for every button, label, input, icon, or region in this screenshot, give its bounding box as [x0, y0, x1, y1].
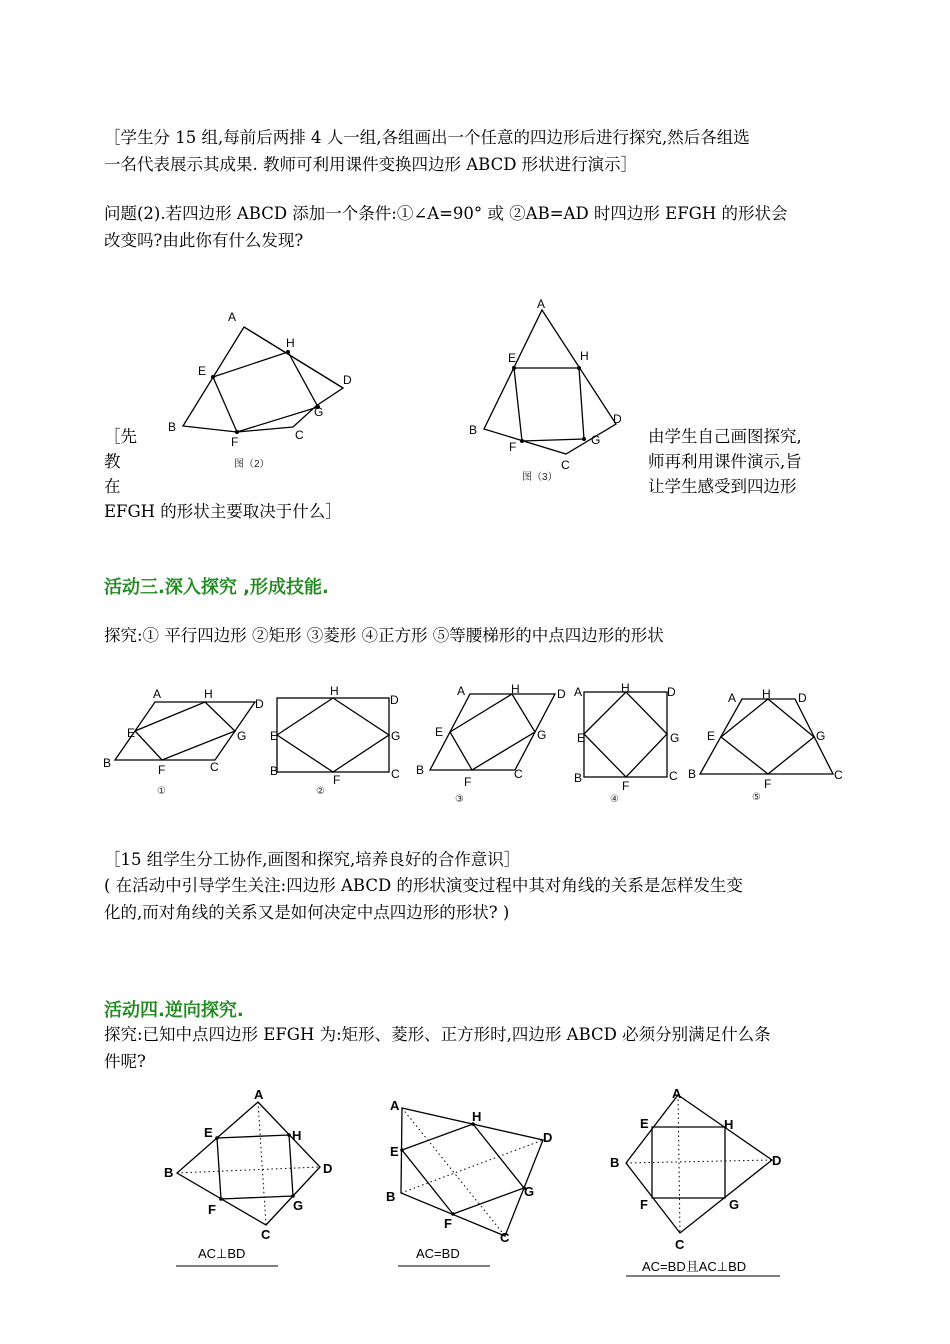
note-right-1: 由学生自己画图探究, [648, 427, 802, 446]
svg-text:F: F [764, 777, 772, 791]
svg-text:F: F [444, 1216, 452, 1231]
note-right-3: 让学生感受到四边形 [648, 477, 797, 496]
svg-text:H: H [762, 687, 771, 701]
fig3-caption: 图（3） [522, 472, 558, 483]
fig2-label-a: A [228, 310, 237, 324]
shape-5-isosceles-trapezoid [688, 687, 843, 803]
shape-5-caption: ⑤ [752, 792, 761, 803]
svg-text:F: F [464, 775, 472, 789]
svg-text:B: B [270, 764, 279, 778]
svg-text:H: H [621, 681, 630, 695]
svg-text:H: H [292, 1128, 302, 1143]
collab-note: ［15 组学生分工协作,画图和探究,培养良好的合作意识］ [104, 850, 521, 869]
fig3-label-b: B [469, 423, 478, 437]
svg-text:H: H [511, 682, 520, 696]
question-2-line-2: 改变吗?由此你有什么发现? [104, 231, 304, 250]
svg-text:D: D [772, 1153, 782, 1168]
guide-line-2: 化的,而对角线的关系又是如何决定中点四边形的形状? ) [104, 903, 510, 922]
note-bottom: EFGH 的形状主要取决于什么］ [104, 502, 342, 521]
figure-ac-eq-bd [380, 1090, 570, 1280]
svg-text:C: C [669, 769, 678, 783]
svg-text:H: H [724, 1117, 734, 1132]
shape-1-caption: ① [157, 786, 166, 797]
activity-4-title: 活动四.逆向探究. [104, 1000, 244, 1021]
note-right-2: 师再利用课件演示,旨 [648, 452, 802, 471]
fig3-label-a: A [537, 297, 546, 311]
svg-text:B: B [688, 767, 697, 781]
activity-4-line-1: 探究:已知中点四边形 EFGH 为:矩形、菱形、正方形时,四边形 ABCD 必须分别满足什么条 [104, 1025, 771, 1044]
fig3-label-d: D [613, 412, 622, 426]
midpoint-quadrilateral-efgh [213, 352, 318, 432]
fig2-caption: 图（2） [234, 459, 270, 470]
svg-text:B: B [416, 763, 425, 777]
fig3-label-f: F [509, 440, 517, 454]
fig3-label-g: G [591, 433, 601, 447]
activity-4-line-2: 件呢? [104, 1052, 146, 1071]
figure-3-diagram [460, 298, 640, 488]
figure-2-diagram [160, 300, 380, 480]
guide-line-1: ( 在活动中引导学生关注:四边形 ABCD 的形状演变过程中其对角线的关系是怎样发生变 [104, 876, 743, 895]
question-2-line-1: 问题(2).若四边形 ABCD 添加一个条件:①∠A=90° 或 ②AB=AD 时四边形 EFGH 的形状会 [104, 204, 788, 223]
svg-text:D: D [390, 693, 399, 707]
fig2-label-f: F [231, 435, 239, 449]
shape-3-caption: ③ [455, 794, 464, 805]
svg-text:E: E [204, 1125, 213, 1140]
svg-text:F: F [640, 1197, 648, 1212]
fig3-label-c: C [561, 458, 570, 472]
svg-text:A: A [672, 1086, 682, 1101]
caption-ac-eq-perp-bd: AC=BD且AC⊥BD [642, 1259, 747, 1274]
caption-ac-perp-bd: AC⊥BD [198, 1246, 246, 1261]
svg-text:C: C [391, 767, 400, 781]
activity-3-title: 活动三.深入探究 ,形成技能. [104, 577, 329, 598]
svg-text:E: E [270, 729, 279, 743]
fig3-label-h: H [580, 349, 589, 363]
svg-text:D: D [543, 1130, 553, 1145]
svg-text:D: D [255, 697, 264, 711]
svg-text:F: F [333, 773, 341, 787]
svg-text:D: D [323, 1161, 333, 1176]
svg-text:A: A [390, 1098, 400, 1113]
fig2-label-e: E [198, 364, 207, 378]
fig2-label-b: B [168, 420, 177, 434]
svg-text:G: G [524, 1184, 535, 1199]
shape-4-caption: ④ [610, 794, 619, 805]
svg-text:E: E [390, 1144, 399, 1159]
svg-text:E: E [577, 731, 586, 745]
svg-text:A: A [574, 685, 583, 699]
svg-text:D: D [798, 691, 807, 705]
note-left-1: ［先 [104, 427, 137, 446]
svg-text:B: B [164, 1165, 174, 1180]
svg-text:C: C [675, 1237, 685, 1252]
svg-text:F: F [158, 763, 166, 777]
activity-3-explore: 探究:① 平行四边形 ②矩形 ③菱形 ④正方形 ⑤等腰梯形的中点四边形的形状 [104, 626, 664, 645]
svg-text:G: G [391, 729, 401, 743]
svg-text:D: D [667, 685, 676, 699]
svg-text:B: B [386, 1189, 396, 1204]
svg-text:G: G [729, 1197, 740, 1212]
intro-line-2: 一名代表展示其成果. 教师可利用课件变换四边形 ABCD 形状进行演示］ [104, 155, 638, 174]
fig2-label-c: C [295, 428, 304, 442]
svg-text:B: B [610, 1155, 620, 1170]
svg-text:A: A [254, 1087, 264, 1102]
svg-text:E: E [435, 725, 444, 739]
figure-ac-perp-bd [160, 1087, 360, 1280]
fig2-label-d: D [343, 373, 352, 387]
shape-3-rhombus [416, 682, 566, 805]
svg-text:C: C [834, 768, 843, 782]
svg-text:B: B [103, 756, 112, 770]
svg-text:C: C [500, 1230, 510, 1245]
svg-text:E: E [127, 726, 136, 740]
svg-text:G: G [816, 729, 826, 743]
shape-2-caption: ② [316, 786, 325, 797]
svg-text:G: G [293, 1198, 304, 1213]
svg-text:H: H [204, 687, 213, 701]
figure-ac-eq-perp-bd [600, 1085, 810, 1285]
svg-text:B: B [574, 771, 583, 785]
fig3-label-e: E [508, 351, 517, 365]
svg-text:A: A [153, 687, 162, 701]
svg-text:A: A [457, 684, 466, 698]
midpoint-quadrilateral-efgh [514, 368, 584, 441]
svg-text:G: G [237, 729, 247, 743]
caption-ac-eq-bd: AC=BD [416, 1246, 460, 1261]
shape-2-rectangle [270, 684, 400, 797]
svg-text:G: G [670, 731, 680, 745]
svg-text:F: F [622, 779, 630, 793]
five-shapes-diagram [100, 682, 850, 807]
svg-text:H: H [472, 1109, 482, 1124]
svg-text:F: F [208, 1202, 216, 1217]
shape-4-square [574, 681, 679, 805]
svg-text:D: D [557, 687, 566, 701]
svg-text:H: H [330, 684, 339, 698]
svg-text:A: A [728, 691, 737, 705]
intro-line-1: ［学生分 15 组,每前后两排 4 人一组,各组画出一个任意的四边形后进行探究,然后各组选 [104, 128, 750, 147]
note-left-2: 教 [104, 452, 121, 471]
svg-text:C: C [261, 1227, 271, 1242]
shape-1-parallelogram [103, 687, 264, 797]
svg-text:E: E [707, 729, 716, 743]
svg-text:G: G [537, 728, 547, 742]
fig2-label-h: H [286, 336, 295, 350]
svg-text:C: C [210, 760, 219, 774]
fig2-label-g: G [314, 405, 324, 419]
note-left-3: 在 [104, 477, 121, 496]
svg-text:E: E [640, 1116, 649, 1131]
svg-text:C: C [514, 767, 523, 781]
